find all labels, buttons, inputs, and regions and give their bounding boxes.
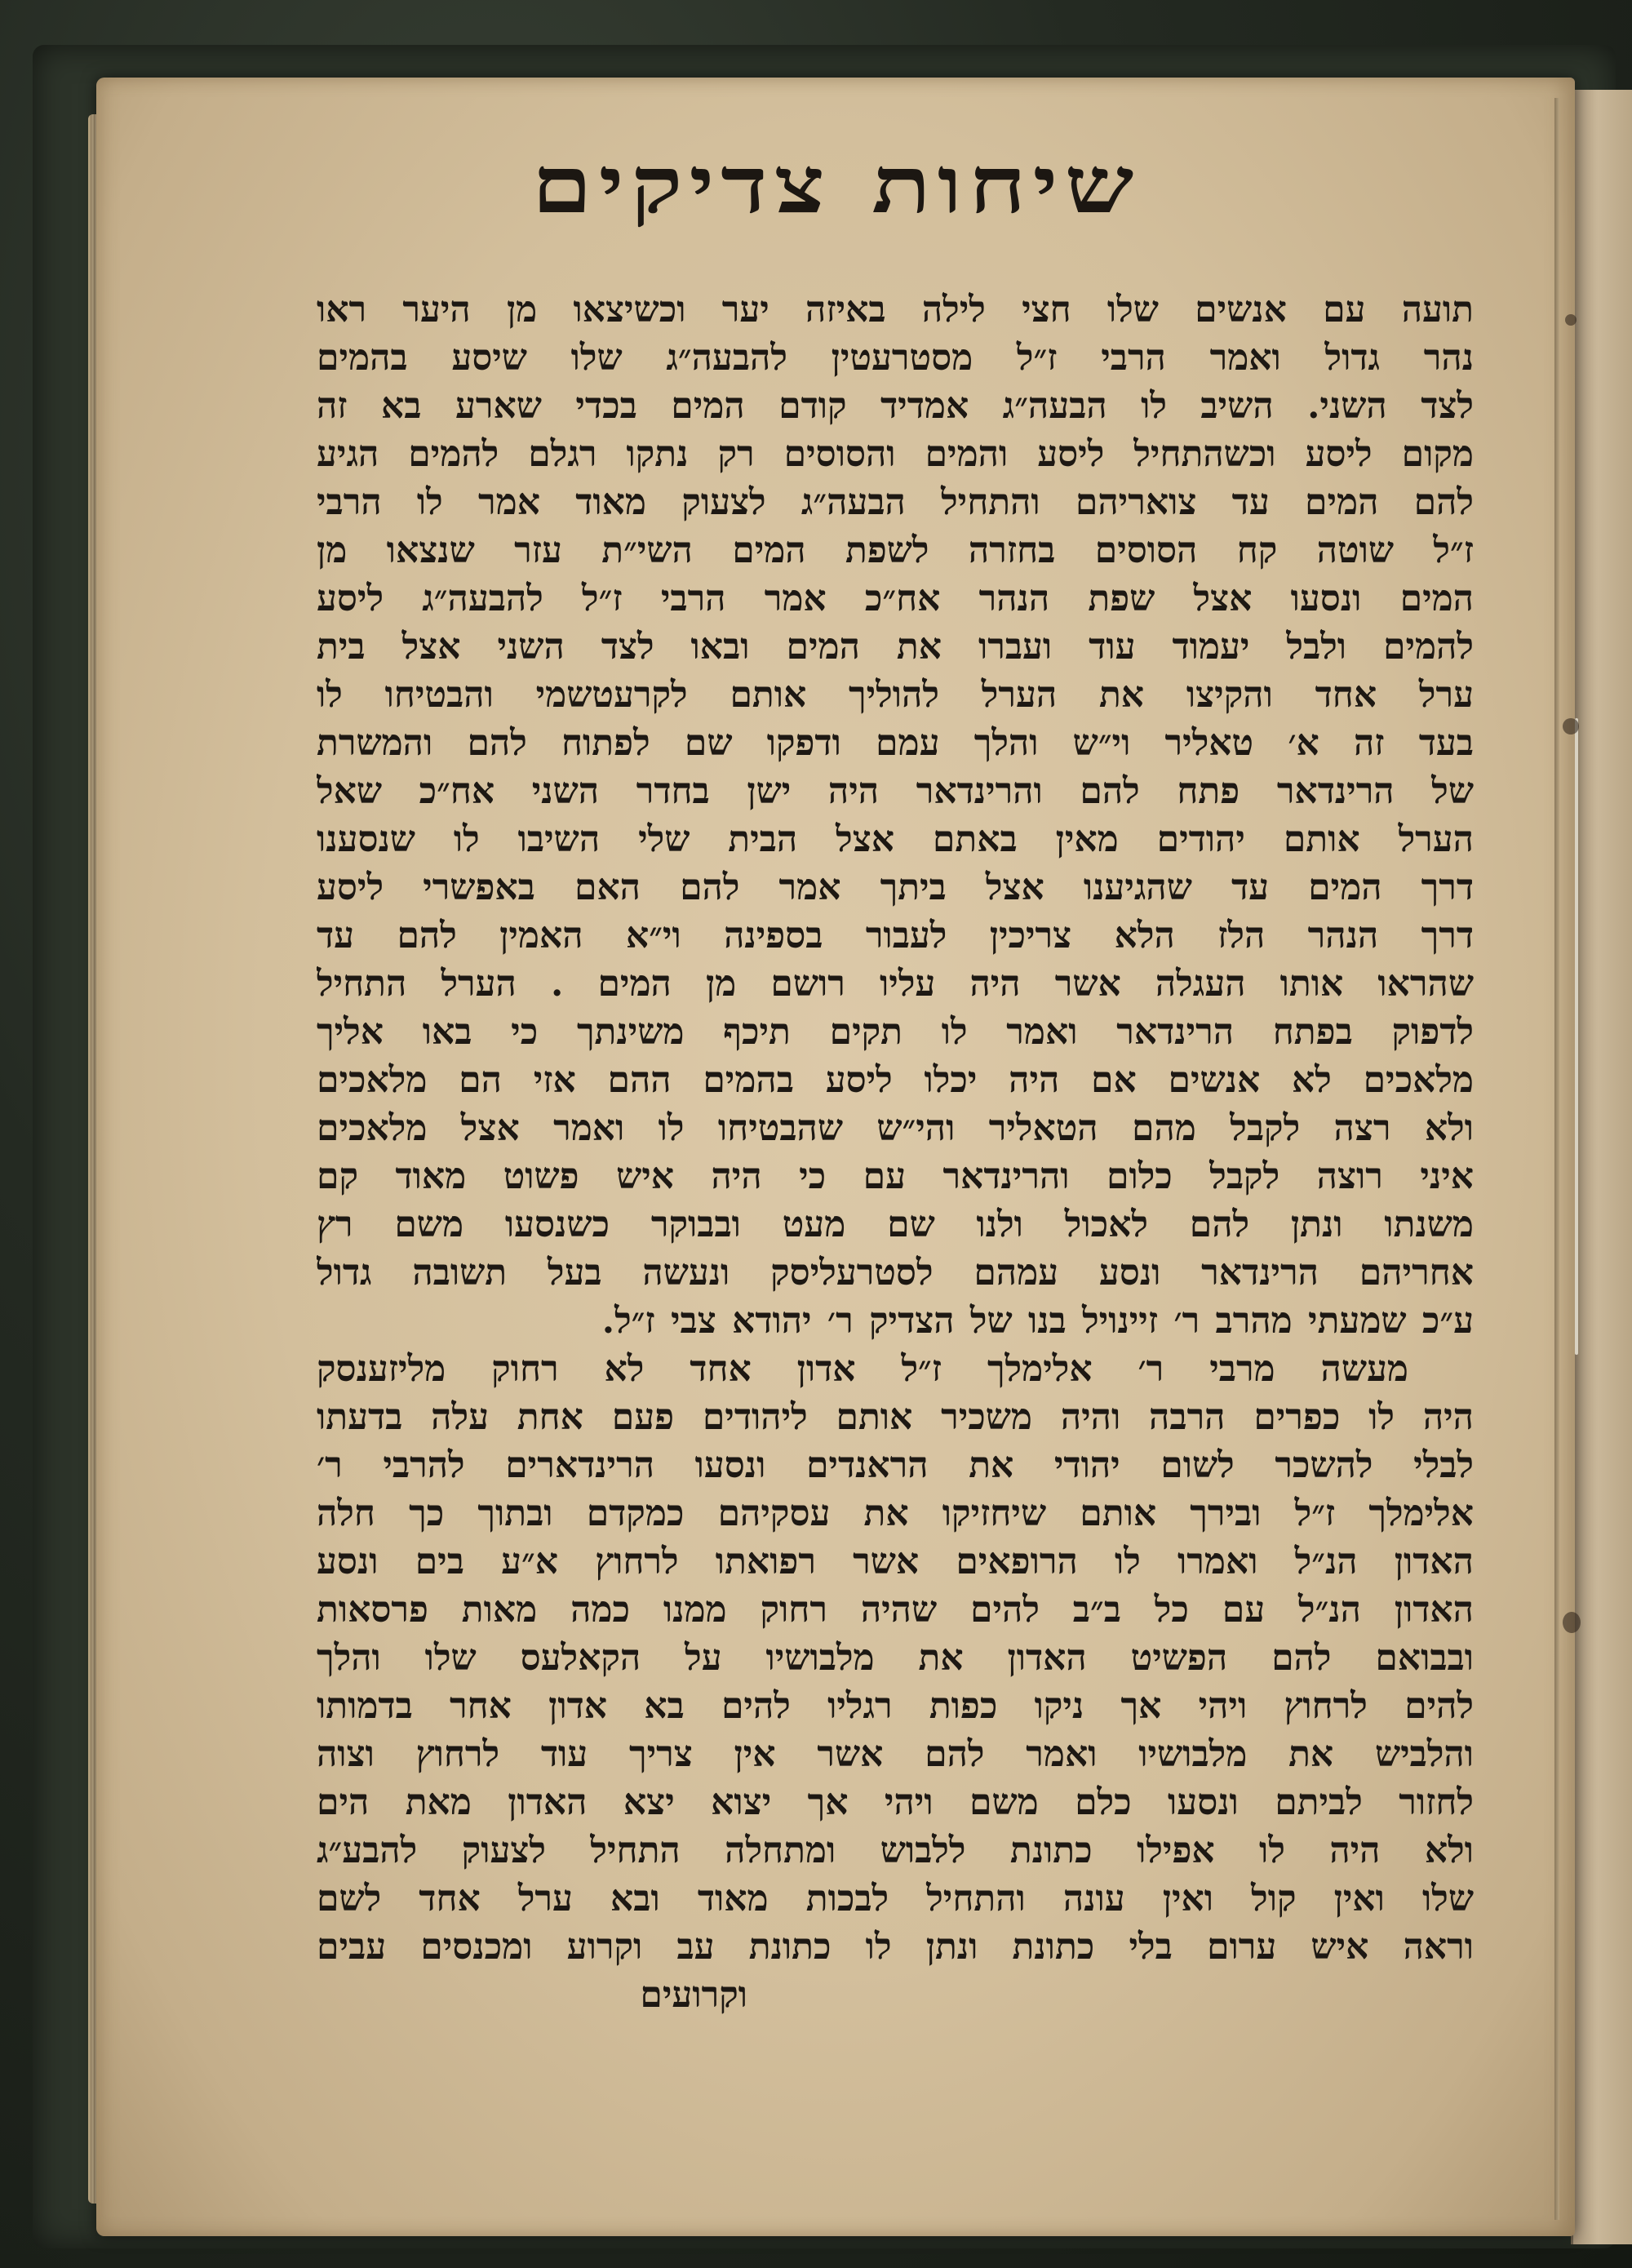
text-line: ז״ל שוטה קח הסוסים בחזרה לשפת המים השי״ת עזר שנצאו מן (317, 530, 1474, 571)
text-line: תועה עם אנשים שלו חצי לילה באיזה יער וכשיצאו מן היער ראו (317, 289, 1474, 331)
text-line: הערל אותם יהודים מאין באתם אצל הבית שלי השיבו לו שנסענו (317, 819, 1474, 860)
text-line: האדון הנ״ל עם כל ב״ב להים שהיה רחוק ממנו כמה מאות פרסאות (317, 1589, 1474, 1631)
text-line: של הרינדאר פתח להם והרינדאר היה ישן בחדר השני אח״כ שאל (317, 770, 1474, 812)
text-line: ערל אחד והקיצו את הערל להוליך אותם לקרעטשמי והבטיחו לו (317, 674, 1474, 716)
text-line: ולא רצה לקבל מהם הטאליר והי״ש שהבטיחו לו ואמר אצל מלאכים (317, 1107, 1474, 1149)
text-line: ע״כ שמעתי מהרב ר׳ זיינויל בנו של הצדיק ר׳ יהודא צבי ז״ל. (601, 1300, 1474, 1342)
paragraph-start-line: מעשה מרבי ר׳ אלימלך ז״ל אדון אחד לא רחוק מליזענסק (317, 1348, 1408, 1390)
binding-knot (1563, 718, 1579, 735)
text-line: ולא היה לו אפילו כתונת ללבוש ומתחלה התחיל לצעוק להבע״ג (317, 1830, 1474, 1871)
facing-page-edge (1571, 90, 1632, 2244)
text-line: בעד זה א׳ טאליר וי״ש והלך עמם ודפקו שם לפתוח להם והמשרת (317, 722, 1474, 764)
text-line: שלו ואין קול ואין עונה והתחיל לבכות מאוד ובא ערל אחד לשם (317, 1878, 1474, 1920)
binding-thread (1575, 718, 1578, 1355)
text-line: איני רוצה לקבל כלום והרינדאר עם כי היה איש פשוט מאוד קם (317, 1156, 1474, 1197)
text-line: נהר גדול ואמר הרבי ז״ל מסטרעטין להבעה״ג שלו שיסע בהמים (317, 337, 1474, 379)
binding-gutter (1554, 98, 1559, 2220)
text-line: לחזור לביתם ונסעו כלם משם ויהי אך יצוא יצא האדון מאת הים (317, 1782, 1474, 1823)
binding-knot (1565, 314, 1577, 326)
text-line: אלימלך ז״ל ובירך אותם שיחזיקו את עסקיהם כמקדם ובתוך כך חלה (317, 1493, 1474, 1534)
text-line: להים לרחוץ ויהי אך ניקו כפות רגליו להים בא אדון אחר בדמותו (317, 1685, 1474, 1727)
text-line: להם המים עד צואריהם והתחיל הבעה״ג לצעוק מאוד אמר לו הרבי (317, 482, 1474, 523)
binding-knot (1563, 1612, 1581, 1633)
text-line: להמים ולבל יעמוד עוד ועברו את המים ובאו לצד השני אצל בית (317, 626, 1474, 668)
text-line: וראה איש ערום בלי כתונת ונתן לו כתונת עב וקרוע ומכנסים עבים (317, 1926, 1474, 1968)
text-line: מלאכים לא אנשים אם היה יכלו ליסע בהמים ההם אזי הם מלאכים (317, 1059, 1474, 1101)
text-line: לבלי להשכר לשום יהודי את הראנדים ונסעו הרינדארים להרבי ר׳ (317, 1445, 1474, 1486)
text-line: האדון הנ״ל ואמרו לו הרופאים אשר רפואתו לרחוץ א״ע בים ונסע (317, 1541, 1474, 1582)
text-line: דרך המים עד שהגיענו אצל ביתך אמר להם האם באפשרי ליסע (317, 867, 1474, 908)
body-text (317, 286, 1474, 2019)
text-line: לצד השני. השיב לו הבעה״ג אמדיד קודם המים בכדי שארע בא זה (317, 385, 1474, 427)
text-line: מקום ליסע וכשהתחיל ליסע והמים והסוסים רק נתקו רגלם להמים הגיע (317, 433, 1474, 475)
text-line: שהראו אותו העגלה אשר היה עליו רושם מן המים . הערל התחיל (317, 963, 1474, 1005)
text-line: היה לו כפרים הרבה והיה משכיר אותם ליהודים פעם אחת עלה בדעתו (317, 1396, 1474, 1438)
text-line: והלביש את מלבושיו ואמר להם אשר אין צריך עוד לרחוץ וצוה (317, 1733, 1474, 1775)
page-title: שיחות צדיקים (531, 139, 1140, 231)
text-line: לדפוק בפתח הרינדאר ואמר לו תקים תיכף משינתך כי באו אליך (317, 1011, 1474, 1053)
text-line: משנתו ונתן להם לאכול ולנו שם מעט ובבוקר כשנסעו משם רץ (317, 1204, 1474, 1245)
catchword-line: וקרועים (640, 1974, 747, 2016)
text-line: ובבואם להם הפשיט האדון את מלבושיו על הקאלעס שלו והלך (317, 1637, 1474, 1679)
text-line: המים ונסעו אצל שפת הנהר אח״כ אמר הרבי ז״ל להבעה״ג ליסע (317, 578, 1474, 619)
text-line: דרך הנהר הלז הלא צריכין לעבור בספינה וי״א האמין להם עד (317, 915, 1474, 956)
text-line: אחריהם הרינדאר ונסע עמהם לסטרעליסק ונעשה בעל תשובה גדול (317, 1252, 1474, 1294)
